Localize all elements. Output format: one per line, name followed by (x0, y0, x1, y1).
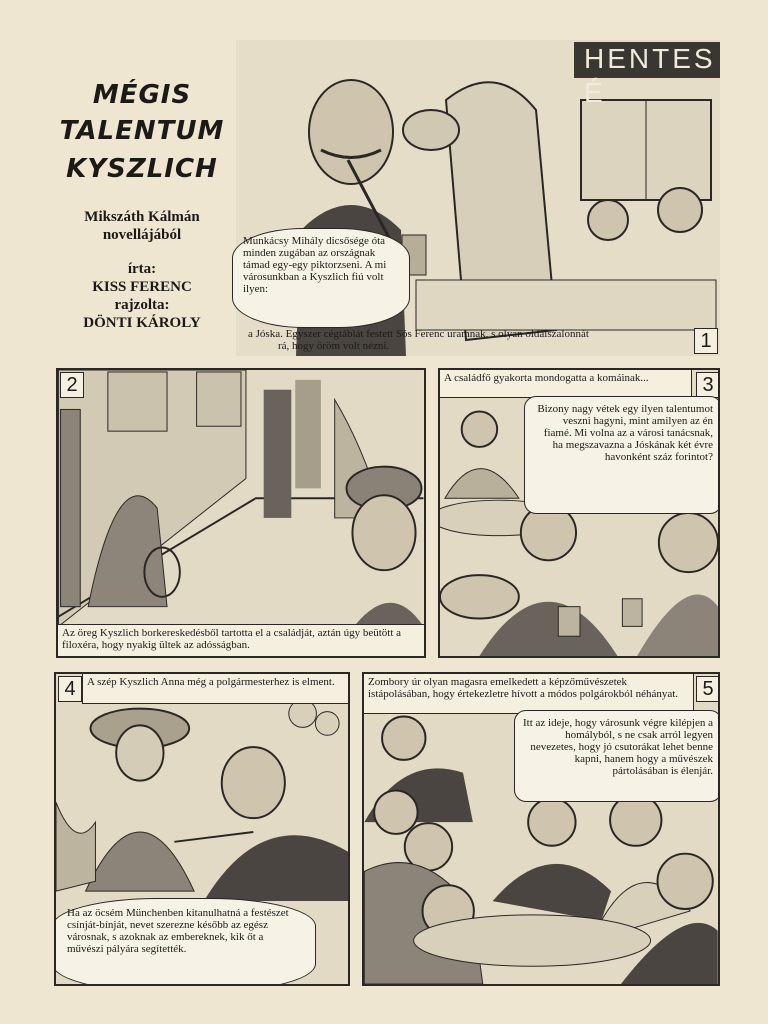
drawn-label: rajzolta: (114, 297, 170, 313)
title-line-2: TALENTUM (59, 116, 225, 146)
panel-4 (54, 672, 350, 986)
panel-1-caption (244, 326, 690, 356)
title-line-1: MÉGIS (92, 80, 192, 110)
panel-4-caption: A szép Kyszlich Anna még a polgármesterhez is elment. (82, 674, 350, 704)
panel-1-caption-line-1: a Jóska. Egyszer cégtáblát festett Sós Ferenc uramnak, s olyan oldalszalonnát (248, 328, 589, 340)
source-line-2: novellájából (102, 227, 182, 243)
panel-2-illustration (58, 370, 424, 656)
panel-3-speech-bubble: Bizony nagy vétek egy ilyen talentumot veszni hagyni, mint amilyen az én fiamé. Mi volna az a városi tanácsnak, ha megszavazna a Jóskának két évre havonként száz forintot? (524, 396, 720, 514)
title-line-3: KYSZLICH (66, 154, 218, 184)
credits (52, 208, 232, 332)
source-line-1: Mikszáth Kálmán (84, 209, 200, 225)
panel-4-number: 4 (58, 676, 82, 702)
panel-3-number: 3 (696, 372, 720, 398)
panel-1-caption-line-2: rá, hogy öröm volt nézni. (278, 340, 390, 352)
panel-5 (362, 672, 720, 986)
panel-1-speech-bubble: Munkácsy Mihály dicsősége óta minden zugában az országnak támad egy-egy piktorzseni. A mi városunkban a Kyszlich fiú volt ilyen: (232, 228, 410, 328)
panel-2-number: 2 (60, 372, 84, 398)
butcher-shop-sign: HENTES É (574, 42, 720, 78)
written-label: írta: (127, 261, 157, 277)
panel-5-caption: Zombory úr olyan magasra emelkedett a képzőművészetek istápolásában, hogy értekezletre hívott a módos polgárokból néhányat. (364, 674, 694, 714)
panel-2-caption: Az öreg Kyszlich borkereskedésből tartotta el a családját, aztán úgy beütött a filoxéra, hogy nyakig ültek az adósságban. (58, 624, 424, 656)
panel-2 (56, 368, 426, 658)
panel-5-speech-bubble: Itt az ideje, hogy városunk végre kilépjen a homályból, s ne csak arról legyen nevezetes, hogy jó csutorákat lehet benne kapni, hanem hogy a művészek pártolásában is élenjár. (514, 710, 720, 802)
panel-4-speech-bubble: Ha az öcsém Münchenben kitanulhatná a festészet csínját-bínját, nevet szerezne később az egész városnak, s azoknak az embereknek, kik őt a művészi pályára segítették. (54, 898, 316, 986)
artist-name: DÖNTI KÁROLY (83, 315, 201, 331)
panel-5-number: 5 (696, 676, 720, 702)
panel-1-number: 1 (694, 328, 718, 354)
writer-name: KISS FERENC (92, 279, 192, 295)
panel-3-caption: A családfő gyakorta mondogatta a komáinak... (440, 370, 692, 398)
panel-3 (438, 368, 720, 658)
